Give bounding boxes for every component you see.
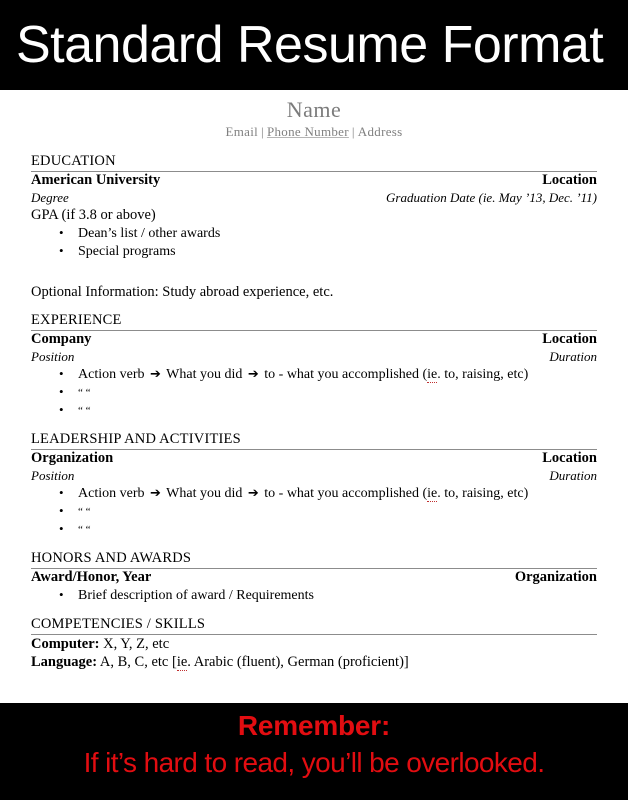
list-item: • Brief description of award / Requirements: [31, 587, 597, 605]
competencies-language-row: [31, 653, 597, 671]
bottom-banner: [0, 703, 628, 800]
experience-location: Location: [542, 331, 597, 347]
education-grad-date: Graduation Date (ie. May ’13, Dec. ’11): [386, 190, 597, 205]
section-heading-education: EDUCATION: [31, 153, 597, 172]
section-heading-competencies: COMPETENCIES / SKILLS: [31, 616, 597, 635]
top-banner: [0, 0, 628, 90]
bullet-what-you-did: What you did: [166, 367, 243, 382]
language-value-tail: . Arabic (fluent), German (proficient)]: [187, 654, 409, 670]
bullet-accomplished-tail: . to, raising, etc): [437, 367, 529, 382]
list-item: • “ “: [31, 503, 597, 521]
language-ie-token: ie: [176, 654, 188, 670]
contact-email: Email: [225, 124, 259, 139]
education-gpa: GPA (if 3.8 or above): [31, 207, 156, 223]
contact-separator-1: |: [261, 124, 264, 139]
footer-headline: Remember:: [237, 710, 391, 741]
bullet-accomplished: to - what you accomplished (: [264, 486, 428, 501]
computer-value: X, Y, Z, etc: [103, 636, 170, 652]
education-degree: Degree: [31, 190, 69, 205]
list-item: [31, 366, 597, 384]
language-label: Language:: [31, 654, 98, 670]
leadership-subrow: [31, 467, 597, 484]
right-arrow-icon: ➔: [149, 486, 161, 501]
education-subrow: [31, 189, 597, 206]
honors-bullet-list: [31, 587, 597, 605]
contact-line: [31, 123, 597, 140]
education-bullet-list: [31, 225, 597, 261]
page-title: Standard Resume Format: [16, 16, 604, 74]
right-arrow-icon: ➔: [247, 486, 259, 501]
list-item: [31, 485, 597, 503]
section-competencies: [31, 616, 597, 671]
bullet-ie-token: ie: [427, 486, 438, 501]
honors-organization: Organization: [514, 569, 597, 585]
section-experience: [31, 312, 597, 420]
education-entry-row: [31, 172, 597, 189]
section-honors: [31, 550, 597, 605]
leadership-duration: Duration: [549, 468, 597, 483]
experience-company: Company: [31, 331, 92, 347]
bullet-accomplished: to - what you accomplished (: [264, 367, 428, 382]
experience-entry-row: [31, 331, 597, 348]
section-heading-honors: HONORS AND AWARDS: [31, 550, 597, 569]
list-item: • “ “: [31, 521, 597, 539]
list-item: • Dean’s list / other awards: [31, 225, 597, 243]
bullet-accomplished-tail: . to, raising, etc): [437, 486, 529, 501]
bullet-action-verb: Action verb: [78, 367, 145, 382]
experience-duration: Duration: [549, 349, 597, 364]
bullet-what-you-did: What you did: [166, 486, 243, 501]
resume-sheet: [0, 91, 628, 703]
contact-address: Address: [357, 124, 403, 139]
section-leadership: [31, 431, 597, 539]
bullet-action-verb: Action verb: [78, 486, 145, 501]
education-optional-info: Optional Information: Study abroad experience, etc.: [31, 284, 334, 300]
competencies-computer-row: [31, 635, 597, 653]
section-heading-experience: EXPERIENCE: [31, 312, 597, 331]
leadership-position: Position: [31, 468, 75, 483]
right-arrow-icon: ➔: [247, 367, 259, 382]
candidate-name: Name: [286, 97, 342, 122]
list-item: • “ “: [31, 402, 597, 420]
resume-header: [31, 91, 597, 140]
experience-position: Position: [31, 349, 75, 364]
education-school: American University: [31, 172, 161, 188]
leadership-bullet-list: [31, 485, 597, 539]
honors-entry-row: [31, 569, 597, 586]
contact-separator-2: |: [351, 124, 355, 139]
bullet-ie-token: ie: [427, 367, 438, 382]
list-item: • “ “: [31, 384, 597, 402]
experience-subrow: [31, 348, 597, 365]
education-location: Location: [542, 172, 597, 188]
experience-bullet-list: [31, 366, 597, 420]
leadership-location: Location: [542, 450, 597, 466]
computer-label: Computer:: [31, 636, 100, 652]
section-education: [31, 153, 597, 301]
honors-award: Award/Honor, Year: [31, 569, 152, 585]
language-value: A, B, C, etc [: [99, 654, 177, 670]
list-item: • Special programs: [31, 243, 597, 261]
section-heading-leadership: LEADERSHIP AND ACTIVITIES: [31, 431, 597, 450]
leadership-entry-row: [31, 450, 597, 467]
contact-phone: Phone Number: [266, 124, 349, 139]
footer-subline: If it’s hard to read, you’ll be overlooked.: [83, 747, 545, 778]
leadership-organization: Organization: [31, 450, 114, 466]
right-arrow-icon: ➔: [149, 367, 161, 382]
